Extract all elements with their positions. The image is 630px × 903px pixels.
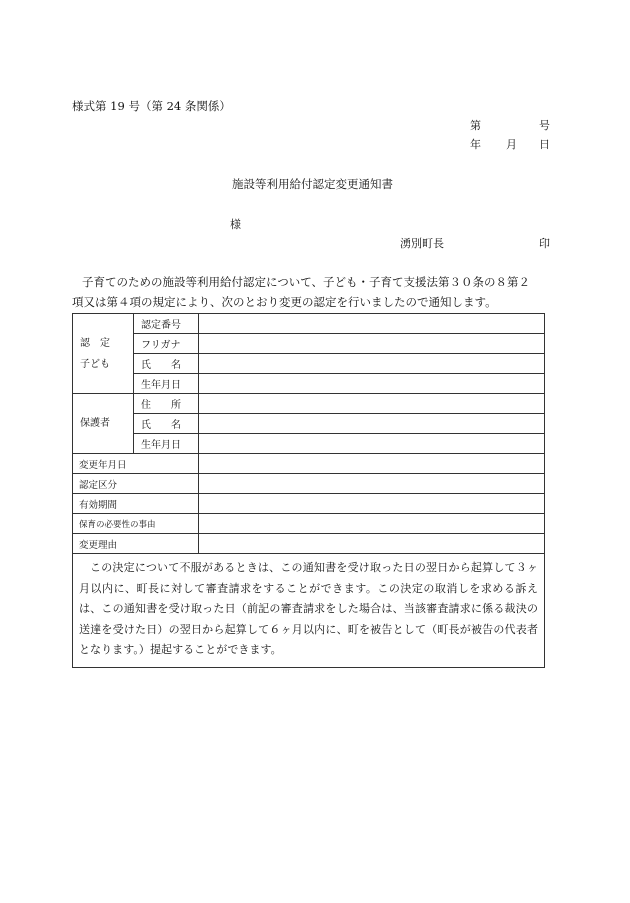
date-month: 月 [506,138,517,151]
guardian-address-char-2: 所 [171,400,181,411]
child-group-line-2: 子ども [80,358,110,370]
doc-number-prefix: 第 [470,119,481,132]
cert-category-value[interactable] [199,474,545,494]
guardian-name-char-2: 名 [171,420,181,431]
guardian-birthdate-value[interactable] [199,434,545,454]
table-row [73,474,545,494]
child-name-value[interactable] [199,354,545,374]
table-row [73,314,545,334]
guardian-name-label [134,414,199,434]
appeal-notice-cell [73,554,545,668]
valid-period-value[interactable] [199,494,545,514]
table-row [73,354,545,374]
seal-mark: 印 [539,237,550,250]
table-row [73,514,545,534]
child-group-label [73,314,134,394]
child-name-char-2: 名 [171,360,181,371]
table-row [73,434,545,454]
care-reason-value[interactable] [199,514,545,534]
table-row [73,394,545,414]
guardian-birthdate-label: 生年月日 [134,434,199,454]
issuer-name: 湧別町長 [400,237,444,250]
change-date-value[interactable] [199,454,545,474]
intro-line-2: 項又は第４項の規定により、次のとおり変更の認定を行いましたので通知します。 [72,295,497,309]
date-year: 年 [470,138,481,151]
child-birthdate-label: 生年月日 [134,374,199,394]
table-row [73,494,545,514]
guardian-address-label [134,394,199,414]
guardian-address-char-1: 住 [141,400,151,411]
intro-line-1: 子育てのための施設等利用給付認定について、子ども・子育て支援法第３０条の８第２ [82,275,531,289]
child-name-char-1: 氏 [141,360,151,371]
furigana-value[interactable] [199,334,545,354]
valid-period-label: 有効期間 [73,494,199,514]
guardian-name-char-1: 氏 [141,420,151,431]
guardian-address-value[interactable] [199,394,545,414]
document-title: 施設等利用給付認定変更通知書 [232,177,393,191]
doc-number-suffix: 号 [539,119,550,132]
guardian-group-label: 保護者 [73,394,134,454]
child-group-line-1: 認 定 [80,337,110,349]
appeal-notice-text: この決定について不服があるときは、この通知書を受け取った日の翌日から起算して３ヶ月以内に、町長に対して審査請求をすることができます。この決定の取消しを求める訴えは、この通知書を受け取った日（前記の審査請求をした場合は、当該審査請求に係る裁決の送達を受けた日）の翌日から起算して６ヶ月以内に、町を被告として（町長が被告の代表者となります。）提起することができます。 [79,561,538,656]
date-day: 日 [539,138,550,151]
cert-number-label: 認定番号 [134,314,199,334]
table-row [73,414,545,434]
table-row [73,454,545,474]
change-reason-label: 変更理由 [73,534,199,554]
cert-number-value[interactable] [199,314,545,334]
change-date-label: 変更年月日 [73,454,199,474]
care-reason-label: 保育の必要性の事由 [73,514,199,534]
table-row [73,374,545,394]
certification-table [72,313,545,668]
table-row [73,554,545,668]
table-row [73,534,545,554]
table-row [73,334,545,354]
change-reason-value[interactable] [199,534,545,554]
child-birthdate-value[interactable] [199,374,545,394]
furigana-label: フリガナ [134,334,199,354]
child-name-label [134,354,199,374]
guardian-name-value[interactable] [199,414,545,434]
form-number: 様式第 19 号（第 24 条関係） [72,99,231,113]
cert-category-label: 認定区分 [73,474,199,494]
recipient-suffix: 様 [230,218,241,231]
